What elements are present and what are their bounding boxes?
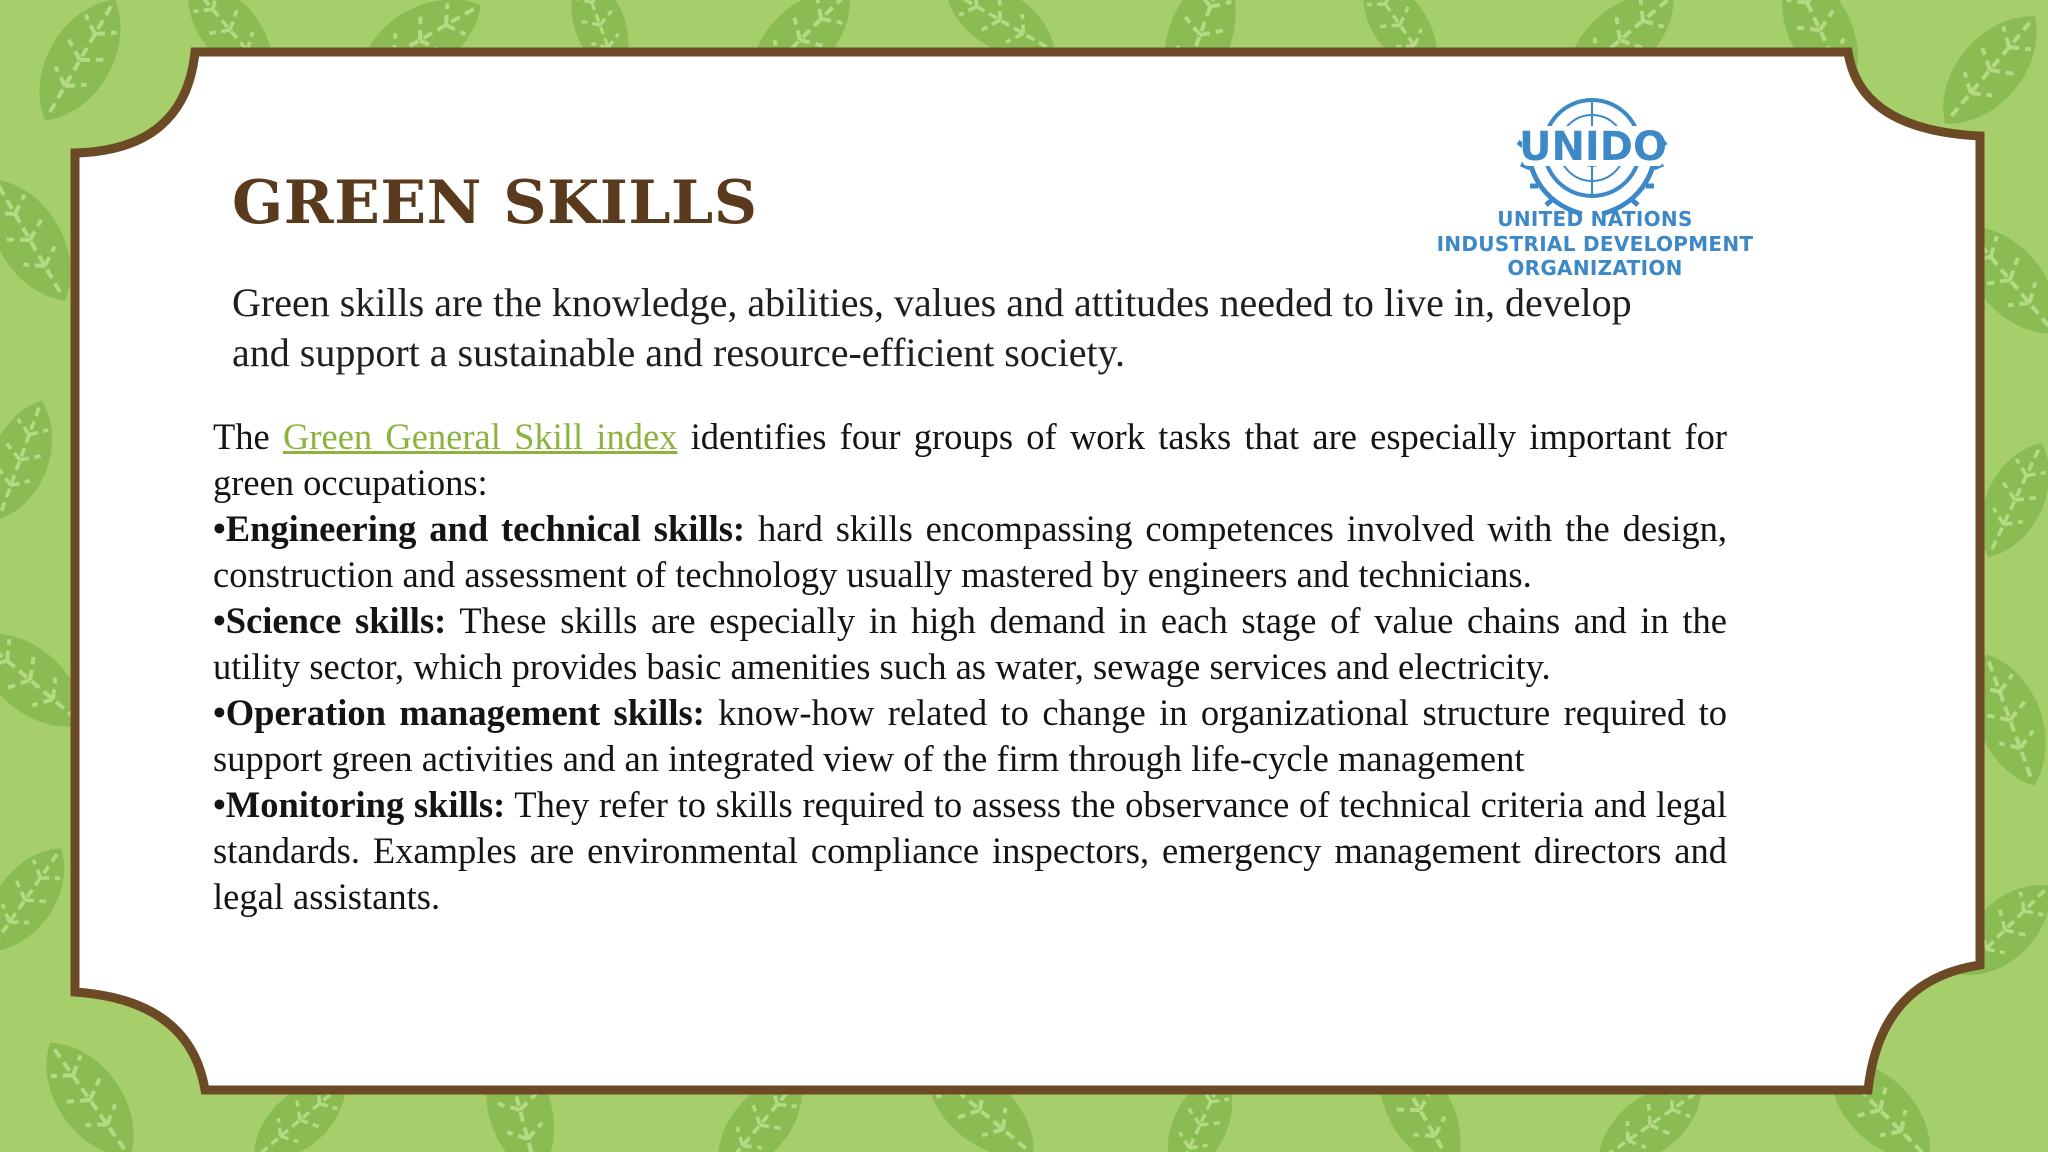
bullet-monitoring (213, 782, 1727, 920)
bullet-engineering (213, 506, 1727, 598)
bullet-operation-management (213, 690, 1727, 782)
bullet-science (213, 598, 1727, 690)
intro-suffix: identifies four groups of work tasks that are especially important for green occupations: (213, 416, 1728, 503)
body-text (213, 414, 1727, 920)
definition-paragraph: Green skills are the knowledge, abilities, values and attitudes needed to live in, develop and support a sustainable and resource-efficient society. (232, 280, 1632, 375)
intro-paragraph (213, 414, 1727, 506)
green-general-skill-index-link[interactable]: Green General Skill index (282, 416, 678, 457)
org-name-line1: UNITED NATIONS (1497, 207, 1693, 231)
bullet-text: They refer to skills required to assess the observance of technical criteria and legal standards. Examples are environmental compliance inspectors, emergency management directors and legal assistants. (213, 784, 1727, 917)
bullet-label: •Science skills: (213, 600, 447, 641)
bullet-text: These skills are especially in high demand in each stage of value chains and in the utility sector, which provides basic amenities such as water, sewage services and electricity. (213, 600, 1727, 687)
intro-prefix: The (213, 416, 283, 457)
slide-title: GREEN SKILLS (232, 168, 758, 238)
bullet-label: •Monitoring skills: (213, 784, 506, 825)
bullet-label: •Operation management skills: (213, 692, 705, 733)
bullet-text: know-how related to change in organizational structure required to support green activities and an integrated view of the firm through life-cycle management (213, 692, 1728, 779)
org-name-line2: INDUSTRIAL DEVELOPMENT ORGANIZATION (1436, 232, 1754, 280)
bullet-label: •Engineering and technical skills: (213, 508, 746, 549)
bullet-text: hard skills encompassing competences involved with the design, construction and assessment of technology usually mastered by engineers and technicians. (213, 508, 1727, 595)
logo-acronym: UNIDO (1518, 124, 1668, 170)
